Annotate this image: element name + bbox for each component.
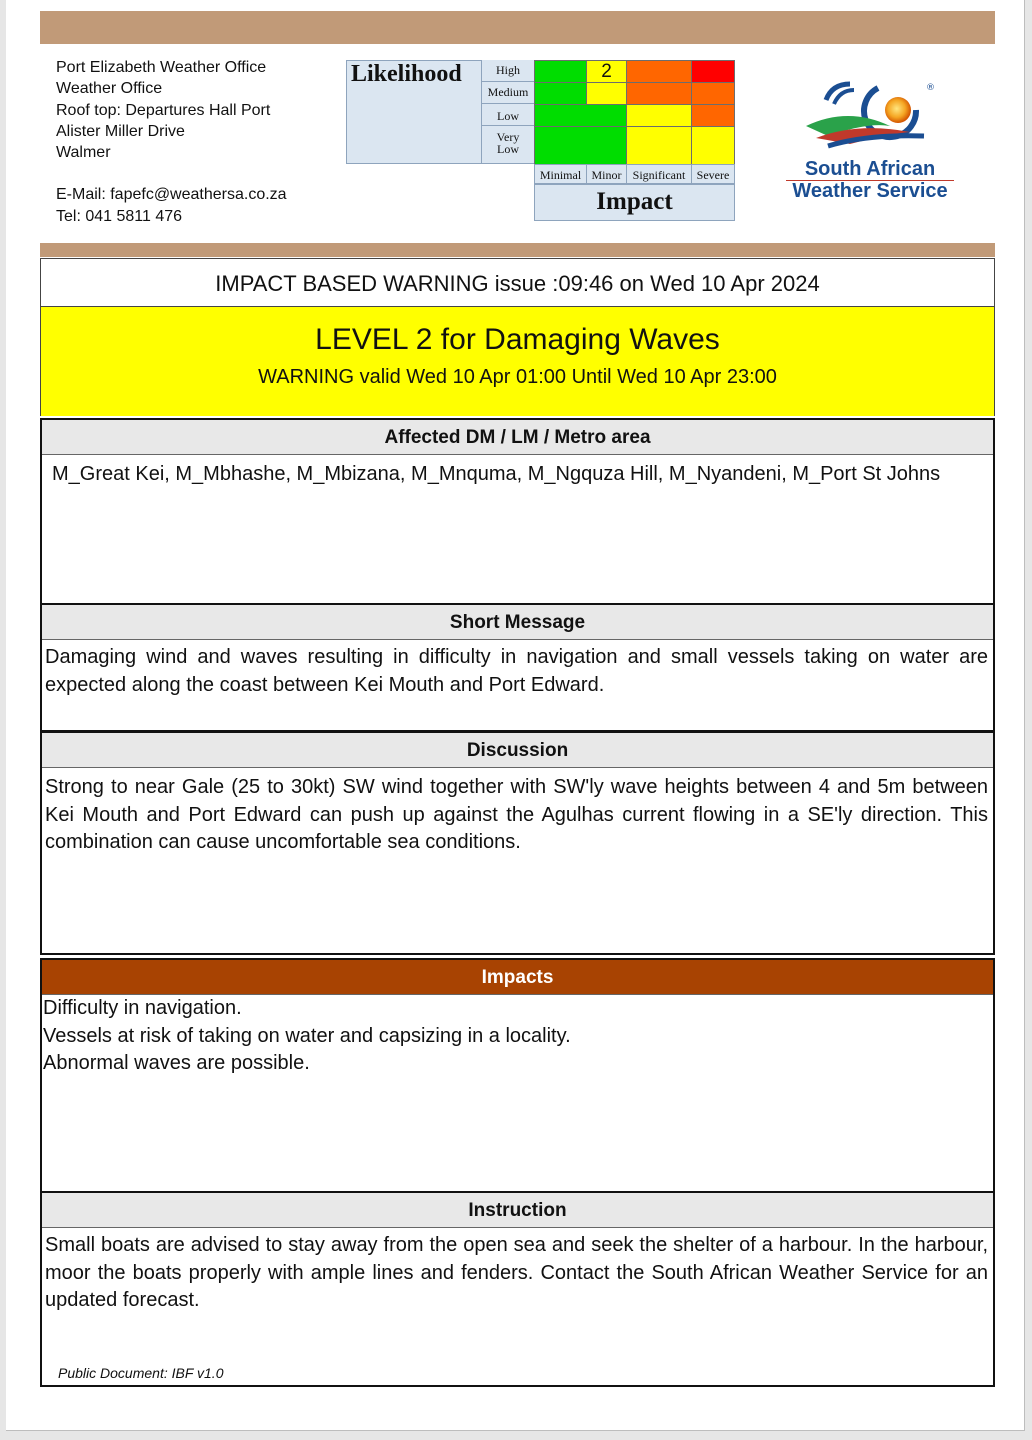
matrix-cell	[534, 104, 627, 127]
warning-level-banner	[40, 307, 995, 416]
section-title: Impacts	[42, 960, 993, 995]
likelihood-axis-box	[346, 60, 482, 164]
office-phone: Tel: 041 5811 476	[56, 207, 183, 225]
discussion-text: Strong to near Gale (25 to 30kt) SW wind together with SW'ly wave heights between 4 and 5m between Kei Mouth and Port Edward can push up against the Agulhas current flowing in a SE'ly direction. This combination can cause uncomfortable sea conditions.	[45, 776, 988, 853]
matrix-cell	[626, 60, 692, 83]
section-title: Affected DM / LM / Metro area	[42, 420, 993, 455]
address-line: Port Elizabeth Weather Office	[56, 59, 267, 76]
document-footer: Public Document: IBF v1.0	[58, 1365, 224, 1381]
matrix-cell	[691, 126, 735, 165]
saws-logo	[784, 78, 959, 208]
matrix-cell	[626, 82, 692, 105]
discussion-section	[40, 731, 995, 955]
address-line: Weather Office	[56, 80, 163, 98]
matrix-cell	[534, 60, 587, 83]
logo-text-line1: South African	[804, 158, 936, 180]
likelihood-high: High	[482, 60, 534, 82]
short-message-section	[40, 603, 995, 732]
instruction-section	[40, 1191, 995, 1387]
address-line: Alister Miller Drive	[56, 122, 185, 140]
risk-matrix	[346, 60, 736, 222]
impact-item: Vessels at risk of taking on water and capsizing in a locality.	[43, 1024, 571, 1047]
affected-area-section	[40, 418, 995, 605]
office-email: E-Mail: fapefc@weathersa.co.za	[56, 186, 287, 204]
instruction-text: Small boats are advised to stay away from the open sea and seek the shelter of a harbour. In the harbour, moor the boats properly with ample lines and fenders. Contact the South African Weather Service for an updated forecast.	[45, 1234, 988, 1311]
address-line: Roof top: Departures Hall Port	[56, 101, 271, 119]
matrix-cell	[691, 82, 735, 105]
impact-severe: Severe	[691, 164, 735, 184]
issue-line: IMPACT BASED WARNING issue :09:46 on Wed 10 Apr 2024	[40, 258, 995, 307]
warning-validity: WARNING valid Wed 10 Apr 01:00 Until Wed 10 Apr 23:00	[258, 366, 777, 388]
impact-minor: Minor	[586, 164, 627, 184]
address-line: Walmer	[56, 144, 111, 162]
divider-band	[40, 243, 995, 257]
logo-text-line2: Weather Service	[792, 180, 948, 202]
matrix-cell-highlight: 2	[586, 60, 627, 83]
matrix-cell	[691, 60, 735, 83]
warning-level-title: LEVEL 2 for Damaging Waves	[315, 323, 720, 356]
likelihood-medium: Medium	[482, 82, 534, 104]
impact-title: Impact	[534, 184, 735, 221]
matrix-cell	[626, 126, 692, 165]
likelihood-very-low: Very Low	[482, 126, 534, 164]
saws-emblem-icon	[798, 78, 948, 158]
impacts-list	[42, 995, 993, 1078]
impacts-section	[40, 958, 995, 1194]
section-title: Short Message	[42, 605, 993, 640]
office-address	[56, 57, 287, 227]
short-message-text: Damaging wind and waves resulting in difficulty in navigation and small vessels taking on water are expected along the coast between Kei Mouth and Port Edward.	[45, 646, 988, 696]
header-band	[40, 11, 995, 44]
likelihood-low: Low	[482, 104, 534, 126]
likelihood-title: Likelihood	[351, 61, 462, 87]
impact-item: Difficulty in navigation.	[43, 997, 242, 1019]
registered-mark: ®	[926, 83, 935, 93]
matrix-cell	[534, 82, 587, 105]
impact-significant: Significant	[626, 164, 692, 184]
matrix-cell	[534, 126, 627, 165]
matrix-cell	[586, 82, 627, 105]
matrix-cell	[691, 104, 735, 127]
matrix-cell	[626, 104, 692, 127]
impact-minimal: Minimal	[534, 164, 587, 184]
section-title: Instruction	[42, 1193, 993, 1228]
affected-area-text: M_Great Kei, M_Mbhashe, M_Mbizana, M_Mnquma, M_Ngquza Hill, M_Nyandeni, M_Port St Johns	[52, 463, 941, 485]
section-title: Discussion	[42, 733, 993, 768]
impact-item: Abnormal waves are possible.	[43, 1052, 310, 1074]
